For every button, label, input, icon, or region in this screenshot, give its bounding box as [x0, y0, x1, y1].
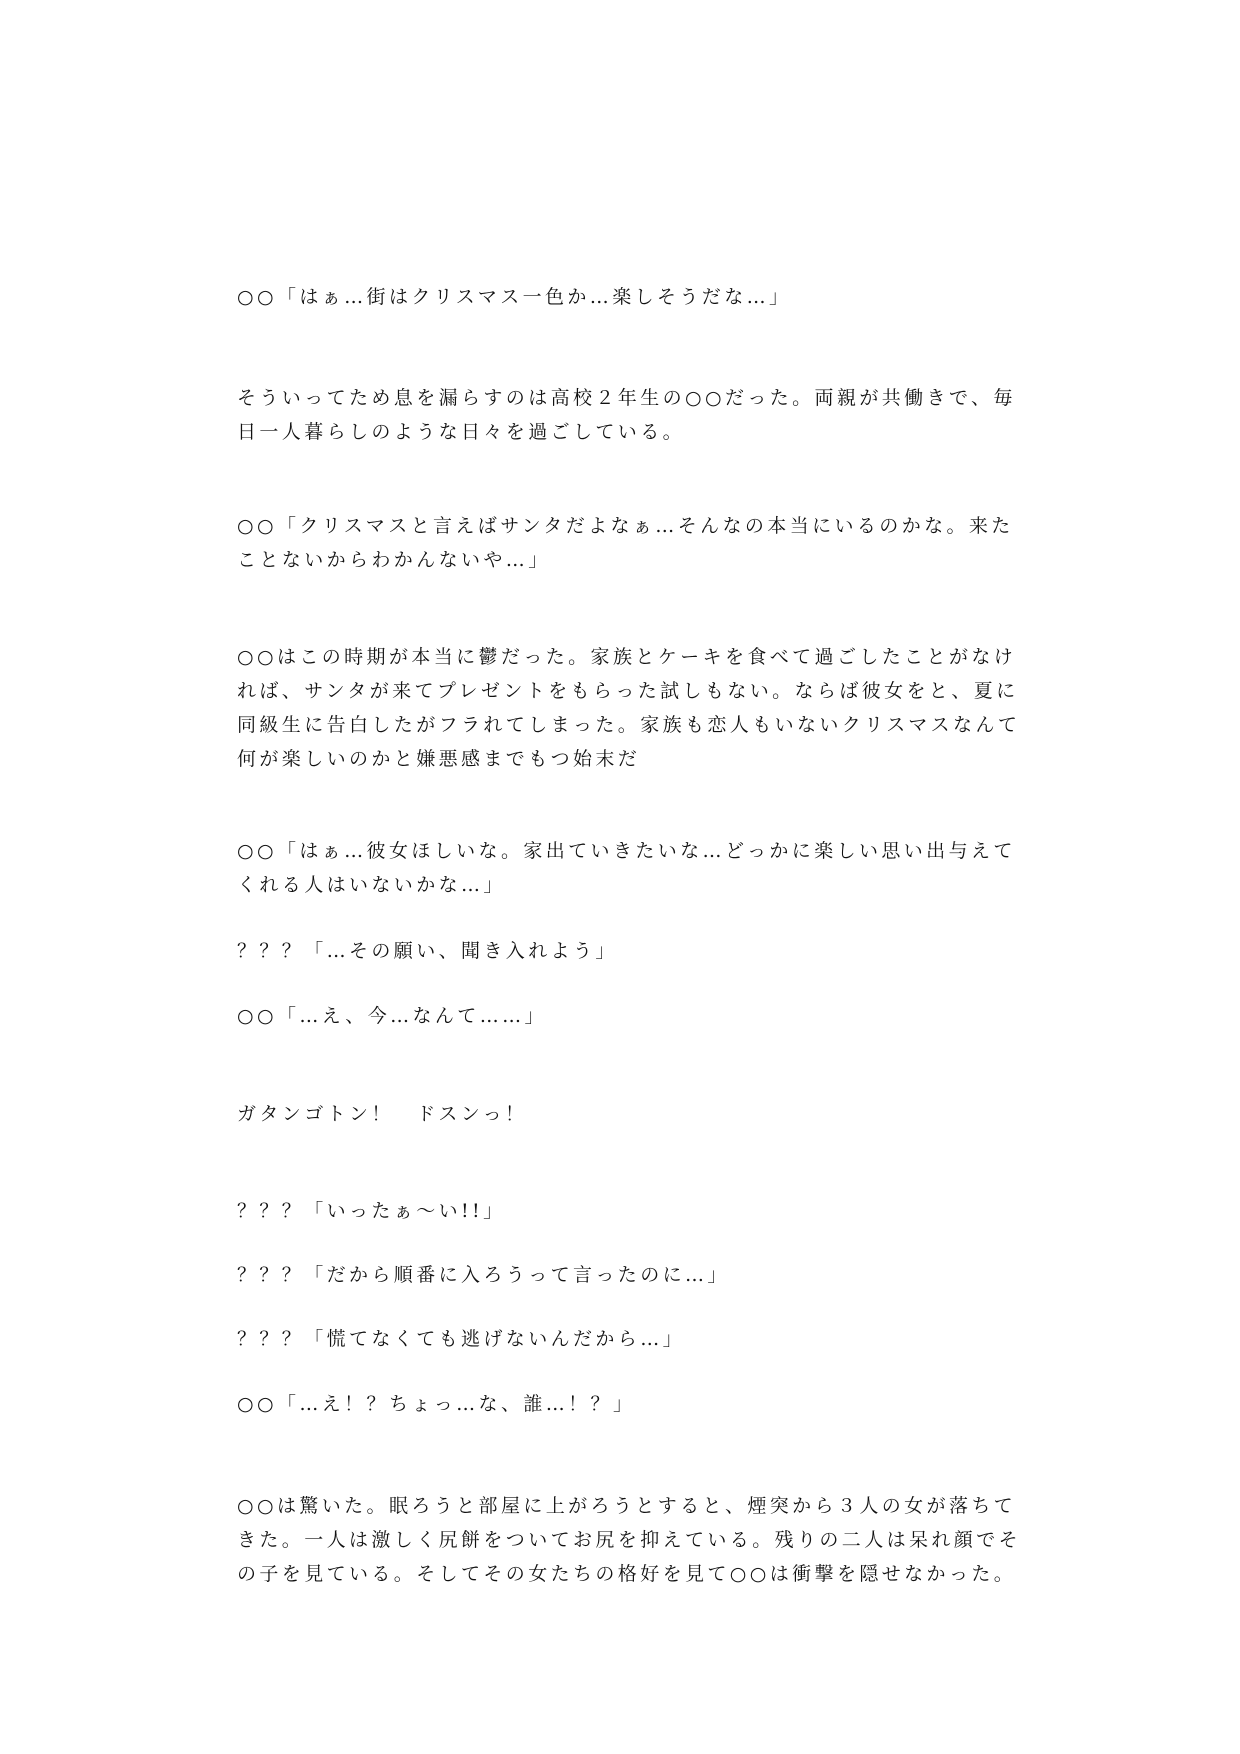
text-line: ？？？「慌てなくても逃げないんだから…」	[237, 1328, 686, 1350]
dialogue-line	[237, 1262, 1017, 1289]
text-line: ○○「…え！？ちょっ…な、誰…！？」	[237, 1393, 636, 1415]
text-line: ○○「はぁ…彼女ほしいな。家出ていきたいな…どっかに楽しい思い出与えて	[237, 840, 1016, 862]
dialogue-line	[237, 938, 1017, 965]
dialogue-line	[237, 1326, 1017, 1353]
text-line: 日一人暮らしのような日々を過ごしている。	[237, 421, 686, 443]
dialogue-line	[237, 1198, 1017, 1225]
sound-effect-line	[237, 1101, 1017, 1128]
text-line: そういってため息を漏らすのは高校２年生の○○だった。両親が共働きで、毎	[237, 387, 1016, 409]
text-line: ことないからわかんないや…」	[237, 549, 551, 571]
text-line: ○○はこの時期が本当に鬱だった。家族とケーキを食べて過ごしたことがなけ	[237, 646, 1017, 668]
narration-paragraph	[237, 1489, 1022, 1591]
text-line: の子を見ている。そしてその女たちの格好を見て○○は衝撃を隠せなかった。	[237, 1563, 1017, 1585]
text-line: 何が楽しいのかと嫌悪感までもつ始末だ	[237, 748, 641, 770]
text-line: ？？？「いったぁ～い!!」	[237, 1200, 506, 1222]
text-line: ？？？「…その願い、聞き入れよう」	[237, 940, 618, 962]
text-line: ○○は驚いた。眠ろうと部屋に上がろうとすると、煙突から３人の女が落ちて	[237, 1495, 1016, 1517]
text-line: 同級生に告白したがフラれてしまった。家族も恋人もいないクリスマスなんて	[237, 714, 1021, 736]
text-line: ○○「…え、今…なんて……」	[237, 1005, 547, 1027]
dialogue-paragraph	[237, 509, 1017, 577]
text-line: くれる人はいないかな…」	[237, 874, 506, 896]
text-line: きた。一人は激しく尻餅をついてお尻を抑えている。残りの二人は呆れ顔でそ	[237, 1529, 1022, 1551]
dialogue-line	[237, 284, 1017, 311]
text-line: ？？？「だから順番に入ろうって言ったのに…」	[237, 1264, 730, 1286]
dialogue-line	[237, 1003, 1017, 1030]
text-line: ガタンゴトン！ ドスンっ！	[237, 1103, 528, 1125]
narration-paragraph	[237, 381, 1017, 449]
text-line: ○○「クリスマスと言えばサンタだよなぁ…そんなの本当にいるのかな。来た	[237, 515, 1014, 537]
narration-paragraph	[237, 640, 1021, 776]
dialogue-line	[237, 1391, 1017, 1418]
text-line: れば、サンタが来てプレゼントをもらった試しもない。ならば彼女をと、夏に	[237, 680, 1019, 702]
text-line: ○○「はぁ…街はクリスマス一色か…楽しそうだな…」	[237, 286, 792, 308]
dialogue-paragraph	[237, 834, 1017, 902]
